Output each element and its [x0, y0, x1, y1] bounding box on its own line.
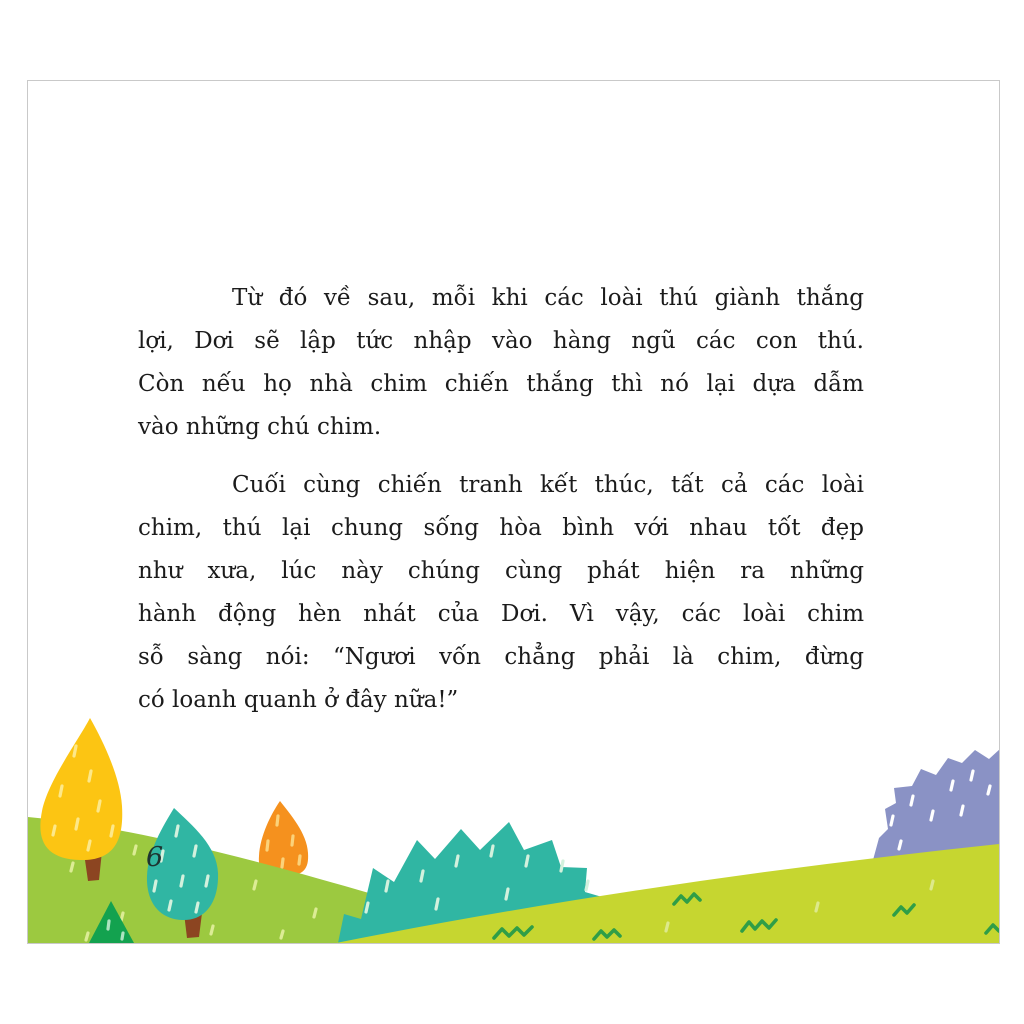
page-number: 6 — [146, 842, 164, 873]
text-line: chim, thú lại chung sống hòa bình với nhau tốt đẹp — [138, 515, 864, 541]
text-line: có loanh quanh ở đây nữa!” — [138, 687, 459, 713]
text-line: lợi, Dơi sẽ lập tức nhập vào hàng ngũ các con thú. — [138, 328, 864, 354]
text-line: sỗ sàng nói: “Ngươi vốn chẳng phải là chim, đừng — [138, 644, 864, 670]
text-line: Cuối cùng chiến tranh kết thúc, tất cả các loài — [232, 472, 864, 498]
text-line: như xưa, lúc này chúng cùng phát hiện ra những — [138, 558, 864, 584]
text-line: hành động hèn nhát của Dơi. Vì vậy, các loài chim — [138, 601, 864, 627]
text-line: Từ đó về sau, mỗi khi các loài thú giành thắng — [232, 285, 864, 311]
paragraph-2 — [138, 464, 864, 722]
book-page — [27, 80, 1000, 944]
text-line: Còn nếu họ nhà chim chiến thắng thì nó lại dựa dẫm — [138, 371, 864, 397]
paragraph-1 — [138, 277, 864, 449]
story-text — [138, 277, 864, 722]
text-line: vào những chú chim. — [138, 414, 382, 440]
yellow-tree-foliage — [40, 718, 122, 860]
